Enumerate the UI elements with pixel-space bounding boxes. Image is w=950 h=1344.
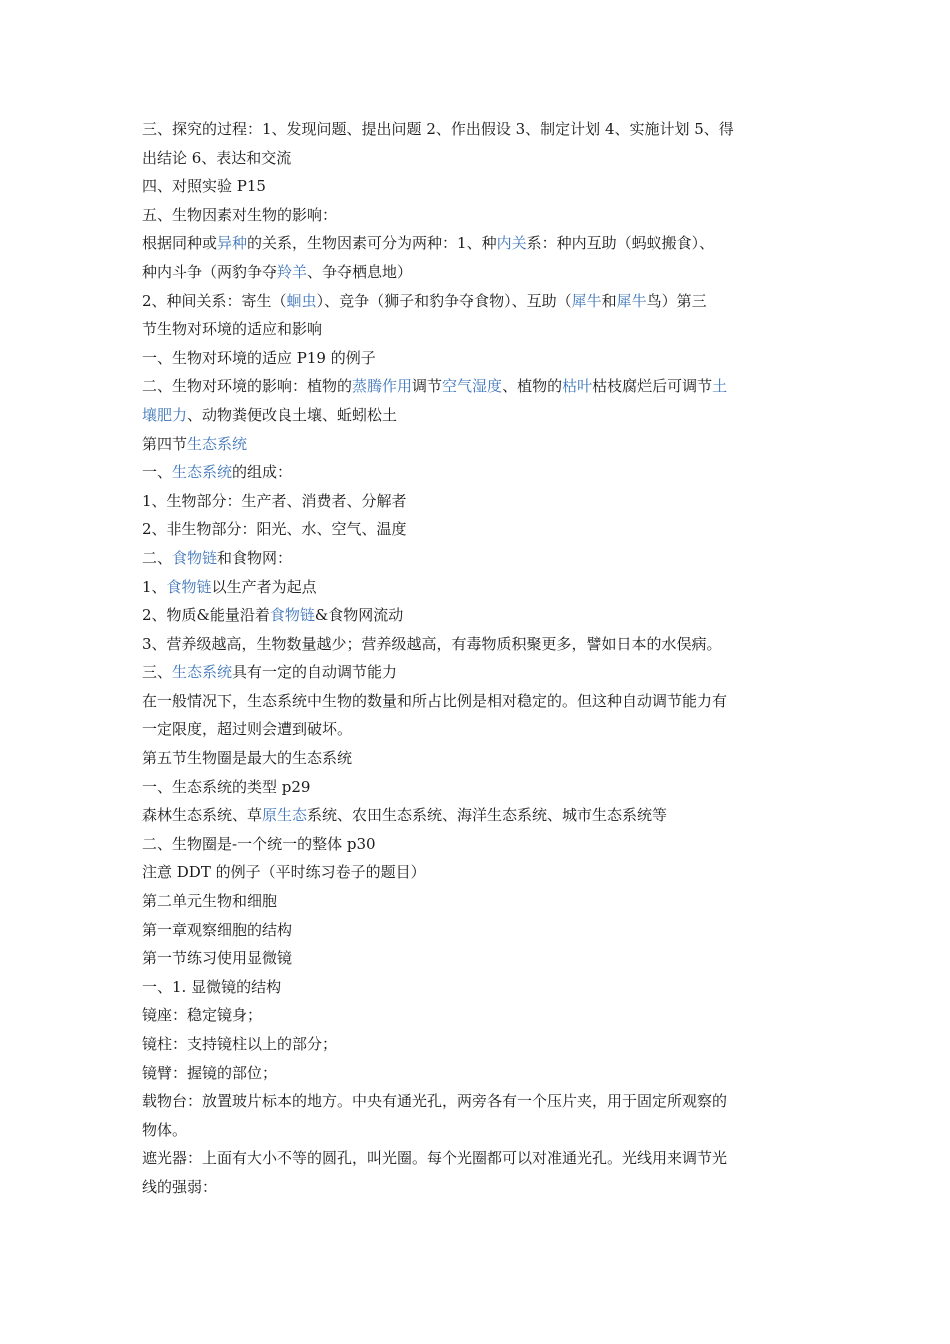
keyword-link[interactable]: 犀牛 — [571, 291, 602, 310]
keyword-link[interactable]: 食物链 — [172, 548, 218, 567]
text-segment: 2、物质&能量沿着 — [142, 606, 270, 625]
text-segment: 二、生物对环境的影响：植物的 — [142, 377, 353, 396]
text-line — [142, 801, 814, 830]
keyword-link[interactable]: 生态系统 — [172, 663, 233, 682]
text-line — [142, 1001, 814, 1030]
keyword-link[interactable]: 内关 — [496, 234, 527, 253]
text-segment: 、植物的 — [502, 377, 563, 396]
text-segment: 1、 — [142, 577, 167, 596]
text-segment: 镜臂：握镜的部位； — [142, 1063, 278, 1082]
keyword-link[interactable]: 生态系统 — [187, 434, 248, 453]
text-segment: 种内斗争（两豹争夺 — [142, 262, 278, 281]
text-line — [142, 830, 814, 859]
text-segment: 、争夺栖息地） — [307, 262, 413, 281]
text-line — [142, 1173, 814, 1202]
text-line — [142, 458, 814, 487]
text-segment: 一定限度，超过则会遭到破坏。 — [142, 720, 353, 739]
text-segment: 出结论 6、表达和交流 — [142, 148, 292, 167]
text-segment: 载物台：放置玻片标本的地方。中央有通光孔，两旁各有一个压片夹，用于固定所观察的 — [142, 1092, 728, 1111]
text-segment: 物体。 — [142, 1120, 188, 1139]
text-segment: 第一节练习使用显微镜 — [142, 949, 293, 968]
keyword-link[interactable]: 羚羊 — [277, 262, 308, 281]
text-segment: 具有一定的自动调节能力 — [232, 663, 398, 682]
text-segment: 第四节 — [142, 434, 188, 453]
text-segment: 3、营养级越高，生物数量越少；营养级越高，有毒物质积聚更多，譬如日本的水俣病。 — [142, 634, 722, 653]
text-line — [142, 287, 814, 316]
text-segment: 三、探究的过程：1、发现问题、提出问题 2、作出假设 3、制定计划 4、实施计划 5、得 — [142, 120, 734, 138]
text-line — [142, 973, 814, 1002]
text-line — [142, 115, 814, 144]
text-segment: 遮光器：上面有大小不等的圆孔，叫光圈。每个光圈都可以对准通光孔。光线用来调节光 — [142, 1149, 728, 1168]
text-segment: 镜座：稳定镜身； — [142, 1006, 263, 1025]
text-line — [142, 172, 814, 201]
keyword-link[interactable]: 犀牛 — [616, 291, 647, 310]
keyword-link[interactable]: 壤肥力 — [142, 405, 188, 424]
text-segment: 2、种间关系：寄生（ — [142, 291, 287, 310]
text-segment: 的组成： — [232, 463, 293, 482]
text-line — [142, 344, 814, 373]
text-segment: 一、生物对环境的适应 P19 的例子 — [142, 348, 376, 367]
text-segment: 根据同种或 — [142, 234, 218, 253]
text-line — [142, 658, 814, 687]
text-line — [142, 1059, 814, 1088]
keyword-link[interactable]: 枯叶 — [562, 377, 593, 396]
text-segment: ）、竞争（狮子和豹争夺食物）、互助（ — [316, 291, 572, 310]
text-line — [142, 715, 814, 744]
text-segment: 第二单元生物和细胞 — [142, 892, 278, 911]
text-line — [142, 1087, 814, 1116]
document-page — [142, 115, 814, 1202]
text-segment: 2、非生物部分：阳光、水、空气、温度 — [142, 520, 407, 539]
text-line — [142, 515, 814, 544]
text-segment: 一、 — [142, 463, 173, 482]
text-line — [142, 1144, 814, 1173]
text-segment: 、动物粪便改良土壤、蚯蚓松土 — [187, 405, 398, 424]
text-line — [142, 773, 814, 802]
keyword-link[interactable]: 生态系统 — [172, 463, 233, 482]
text-segment: 系：种内互助（蚂蚁搬食）、 — [526, 234, 715, 253]
text-line — [142, 544, 814, 573]
text-line — [142, 229, 814, 258]
text-segment: 1、生物部分：生产者、消费者、分解者 — [142, 491, 407, 510]
keyword-link[interactable]: 蒸腾作用 — [352, 377, 413, 396]
text-segment: 镜柱：支持镜柱以上的部分； — [142, 1035, 338, 1053]
text-segment: &食物网流动 — [314, 606, 404, 625]
text-segment: 线的强弱： — [142, 1177, 218, 1196]
text-segment: 和 — [601, 291, 617, 310]
keyword-link[interactable]: 原生态 — [262, 806, 308, 825]
text-segment: 枯枝腐烂后可调节 — [592, 377, 713, 396]
text-segment: 三、 — [142, 663, 173, 682]
keyword-link[interactable]: 异种 — [217, 234, 248, 253]
text-line — [142, 401, 814, 430]
text-line — [142, 430, 814, 459]
text-line — [142, 144, 814, 173]
text-line — [142, 630, 814, 659]
text-segment: 四、对照实验 P15 — [142, 177, 266, 196]
text-segment: 调节 — [412, 377, 443, 396]
keyword-link[interactable]: 空气湿度 — [442, 377, 503, 396]
keyword-link[interactable]: 土 — [712, 377, 728, 396]
text-segment: 注意 DDT 的例子（平时练习卷子的题目） — [142, 863, 426, 882]
text-segment: 第五节生物圈是最大的生态系统 — [142, 749, 353, 768]
text-segment: 节生物对环境的适应和影响 — [142, 320, 323, 339]
text-segment: 二、生物圈是-一个统一的整体 p30 — [142, 834, 376, 853]
text-line — [142, 887, 814, 916]
text-segment: 和食物网： — [217, 548, 293, 567]
text-line — [142, 315, 814, 344]
text-segment: 系统、农田生态系统、海洋生态系统、城市生态系统等 — [307, 806, 668, 825]
text-line — [142, 258, 814, 287]
text-line — [142, 916, 814, 945]
text-segment: 一、1. 显微镜的结构 — [142, 977, 282, 996]
text-segment: 五、生物因素对生物的影响： — [142, 205, 338, 224]
text-line — [142, 687, 814, 716]
text-line — [142, 944, 814, 973]
text-line — [142, 573, 814, 602]
text-line — [142, 201, 814, 230]
text-line — [142, 487, 814, 516]
keyword-link[interactable]: 食物链 — [166, 577, 212, 596]
text-segment: 一、生态系统的类型 p29 — [142, 777, 311, 796]
text-segment: 以生产者为起点 — [211, 577, 317, 596]
text-segment: 鸟）第三 — [646, 291, 707, 310]
keyword-link[interactable]: 食物链 — [269, 606, 315, 625]
text-segment: 森林生态系统、草 — [142, 806, 263, 825]
text-segment: 第一章观察细胞的结构 — [142, 920, 293, 939]
text-line — [142, 1116, 814, 1145]
text-segment: 的关系，生物因素可分为两种：1、种 — [247, 234, 497, 253]
text-line — [142, 372, 814, 401]
text-line — [142, 601, 814, 630]
text-line — [142, 1030, 814, 1059]
text-segment: 在一般情况下，生态系统中生物的数量和所占比例是相对稳定的。但这种自动调节能力有 — [142, 691, 728, 710]
text-segment: 二、 — [142, 548, 173, 567]
keyword-link[interactable]: 蛔虫 — [286, 291, 317, 310]
text-line — [142, 858, 814, 887]
text-line — [142, 744, 814, 773]
